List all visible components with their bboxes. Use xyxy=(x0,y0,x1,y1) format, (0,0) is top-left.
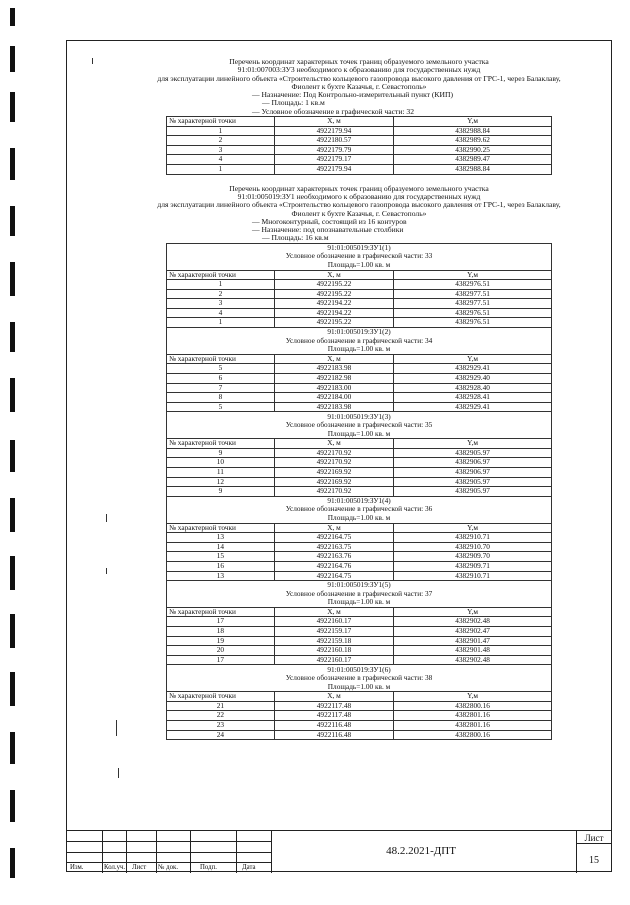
contour-graphic: Условное обозначение в графической части: 34 xyxy=(167,337,552,346)
column-header-x: Х, м xyxy=(274,117,393,127)
title-block xyxy=(66,830,612,872)
table-cell: 4922182.98 xyxy=(274,374,393,384)
table-cell: 4382976.51 xyxy=(394,280,552,290)
table-cell: 4922184.00 xyxy=(274,393,393,403)
column-header-row xyxy=(167,439,552,449)
table-row xyxy=(167,533,552,543)
table-cell: 4922164.76 xyxy=(274,561,393,571)
contour-area: Площадь=1.00 кв. м xyxy=(167,430,552,439)
table-cell: 4922117.48 xyxy=(274,701,393,711)
block-purpose: — Назначение: под опознавательные столбики xyxy=(252,225,404,235)
table-cell: 4382901.48 xyxy=(394,646,552,656)
contour-id: 91:01:005019:ЗУ1(4) xyxy=(167,496,552,505)
table-cell: 13 xyxy=(167,571,275,581)
table-row xyxy=(167,402,552,412)
table-row xyxy=(167,299,552,309)
contour-header-row xyxy=(167,261,552,270)
table-row xyxy=(167,318,552,328)
column-header: № характерной точки xyxy=(167,523,275,533)
table-cell: 16 xyxy=(167,561,275,571)
table-cell: 9 xyxy=(167,448,275,458)
column-header: Х, м xyxy=(274,354,393,364)
table-row xyxy=(167,477,552,487)
column-header: Х, м xyxy=(274,439,393,449)
table-row xyxy=(167,374,552,384)
block-object-line: для эксплуатации линейного объекта «Строительство кольцевого газопровода высокого давления от ГРС-1, через Балаклаву, xyxy=(157,200,561,210)
block-parcel-line: 91:01:007003:ЗУ3 необходимого к образованию для государственных нужд xyxy=(237,65,481,75)
table-row xyxy=(167,448,552,458)
table-cell: 4922159.18 xyxy=(274,636,393,646)
table-cell: 4382902.48 xyxy=(394,655,552,665)
table-cell: 13 xyxy=(167,533,275,543)
sheet-label: Лист xyxy=(584,833,604,843)
block-graphic-label: — Условное обозначение в графической части: 32 xyxy=(252,106,415,116)
column-header-y: Y,м xyxy=(394,117,552,127)
table-cell: 4382929.41 xyxy=(394,402,552,412)
table-cell: 4382801.16 xyxy=(394,721,552,731)
contour-graphic: Условное обозначение в графической части: 37 xyxy=(167,590,552,599)
table-cell: 4382977.51 xyxy=(394,289,552,299)
contour-graphic: Условное обозначение в графической части: 33 xyxy=(167,252,552,261)
table-cell: 4382800.16 xyxy=(394,730,552,740)
contour-area: Площадь=1.00 кв. м xyxy=(167,261,552,270)
table-cell: 4922170.92 xyxy=(274,487,393,497)
contour-graphic: Условное обозначение в графической части: 35 xyxy=(167,421,552,430)
table-cell: 4382909.70 xyxy=(394,552,552,562)
table-cell: 4382801.16 xyxy=(394,711,552,721)
table-cell: 18 xyxy=(167,627,275,637)
table-cell: 4382905.97 xyxy=(394,487,552,497)
table-row xyxy=(167,646,552,656)
column-header: Х, м xyxy=(274,692,393,702)
block-title: Перечень координат характерных точек границ образуемого земельного участка xyxy=(229,57,489,66)
table-row xyxy=(167,655,552,665)
column-header: Х, м xyxy=(274,607,393,617)
column-header: № характерной точки xyxy=(167,439,275,449)
column-header: Y,м xyxy=(394,523,552,533)
table-cell: 4382902.47 xyxy=(394,627,552,637)
table-cell: 1 xyxy=(167,318,275,328)
table-cell: 4382905.97 xyxy=(394,448,552,458)
table-cell: 4922169.92 xyxy=(274,477,393,487)
table-cell: 4382910.71 xyxy=(394,571,552,581)
table-cell: 24 xyxy=(167,730,275,740)
contour-area: Площадь=1.00 кв. м xyxy=(167,514,552,523)
table-cell: 4382910.70 xyxy=(394,542,552,552)
table-cell: 4382928.41 xyxy=(394,393,552,403)
table-cell: 21 xyxy=(167,701,275,711)
table-cell: 7 xyxy=(167,383,275,393)
column-header-row xyxy=(167,354,552,364)
table-cell: 4922163.76 xyxy=(274,552,393,562)
table-row: 2 4922180.57 4382989.62 xyxy=(167,136,552,146)
table-cell: 20 xyxy=(167,646,275,656)
block-purpose: — Назначение: Под Контрольно-измерительный пункт (КИП) xyxy=(252,90,453,100)
table-row xyxy=(167,701,552,711)
table-cell: 4382910.71 xyxy=(394,533,552,543)
table-cell: 4922164.75 xyxy=(274,571,393,581)
table-row xyxy=(167,393,552,403)
table-cell: 4922163.75 xyxy=(274,542,393,552)
table-cell: 4922170.92 xyxy=(274,448,393,458)
table-row xyxy=(167,617,552,627)
stamp-label-sheet: Лист xyxy=(132,864,147,871)
table-cell: 4922160.17 xyxy=(274,617,393,627)
table-cell: 4922194.22 xyxy=(274,299,393,309)
table-row xyxy=(167,542,552,552)
table-cell: 4382976.51 xyxy=(394,318,552,328)
contour-graphic: Условное обозначение в графической части: 38 xyxy=(167,674,552,683)
contour-id: 91:01:005019:ЗУ1(2) xyxy=(167,328,552,337)
table-cell: 4922195.22 xyxy=(274,289,393,299)
table-row: 1 4922179.94 4382988.84 xyxy=(167,126,552,136)
table-row xyxy=(167,289,552,299)
contours-table xyxy=(166,243,552,740)
table-cell: 4382902.48 xyxy=(394,617,552,627)
column-header: № характерной точки xyxy=(167,692,275,702)
stamp-label-docnum: № док. xyxy=(158,864,179,871)
column-header: Y,м xyxy=(394,270,552,280)
contour-area: Площадь=1.00 кв. м xyxy=(167,683,552,692)
block-area: — Площадь: 1 кв.м xyxy=(262,98,325,108)
parcel-block-zu1 xyxy=(157,183,561,741)
contour-id: 91:01:005019:ЗУ1(3) xyxy=(167,412,552,421)
table-cell: 4922159.17 xyxy=(274,627,393,637)
stamp-label-change: Изм. xyxy=(70,864,84,871)
column-header: Х, м xyxy=(274,523,393,533)
table-cell: 4922183.00 xyxy=(274,383,393,393)
table-cell: 4922117.48 xyxy=(274,711,393,721)
table-cell: 12 xyxy=(167,477,275,487)
table-cell: 23 xyxy=(167,721,275,731)
table-cell: 4382976.51 xyxy=(394,308,552,318)
column-header-row xyxy=(167,270,552,280)
table-cell: 4 xyxy=(167,308,275,318)
table-cell: 4922116.48 xyxy=(274,730,393,740)
table-cell: 4922116.48 xyxy=(274,721,393,731)
column-header: Y,м xyxy=(394,439,552,449)
document-content xyxy=(157,57,561,740)
table-cell: 19 xyxy=(167,636,275,646)
table-cell: 8 xyxy=(167,393,275,403)
contour-id: 91:01:005019:ЗУ1(5) xyxy=(167,581,552,590)
table-cell: 4922164.75 xyxy=(274,533,393,543)
contour-area: Площадь=1.00 кв. м xyxy=(167,598,552,607)
contour-header-row xyxy=(167,514,552,523)
table-row xyxy=(167,487,552,497)
table-row xyxy=(167,571,552,581)
column-header: Y,м xyxy=(394,692,552,702)
block-multicontour: — Многоконтурный, состоящий из 16 контуров xyxy=(252,216,407,226)
table-cell: 5 xyxy=(167,402,275,412)
table-cell: 4922160.17 xyxy=(274,655,393,665)
block-object-line-2: Фиолент к бухте Казачья, г. Севастополь» xyxy=(291,81,427,91)
block-area: — Площадь: 16 кв.м xyxy=(262,233,329,243)
column-header-row xyxy=(167,607,552,617)
block-parcel-line: 91:01:005019:ЗУ1 необходимого к образованию для государственных нужд xyxy=(237,191,481,201)
table-cell: 4922183.98 xyxy=(274,364,393,374)
table-cell: 4382906.97 xyxy=(394,467,552,477)
contour-id: 91:01:005019:ЗУ1(6) xyxy=(167,665,552,674)
contour-area: Площадь=1.00 кв. м xyxy=(167,345,552,354)
table-cell: 4922195.22 xyxy=(274,280,393,290)
contour-header-row xyxy=(167,345,552,354)
table-row xyxy=(167,561,552,571)
block-title: Перечень координат характерных точек границ образуемого земельного участка xyxy=(229,183,489,193)
column-header: Y,м xyxy=(394,607,552,617)
table-cell: 22 xyxy=(167,711,275,721)
table-cell: 1 xyxy=(167,280,275,290)
parcel-block-zu3 xyxy=(157,57,561,175)
column-header: Х, м xyxy=(274,270,393,280)
table-cell: 4382929.40 xyxy=(394,374,552,384)
contour-graphic: Условное обозначение в графической части: 36 xyxy=(167,505,552,514)
table-cell: 4382977.51 xyxy=(394,299,552,309)
table-row xyxy=(167,730,552,740)
table-cell: 4922169.92 xyxy=(274,467,393,477)
table-cell: 4382905.97 xyxy=(394,477,552,487)
table-cell: 4922194.22 xyxy=(274,308,393,318)
table-row xyxy=(167,552,552,562)
table-row: 3 4922179.79 4382990.25 xyxy=(167,145,552,155)
contour-header-row xyxy=(167,598,552,607)
table-cell: 17 xyxy=(167,617,275,627)
column-header-point: № характерной точки xyxy=(167,117,275,127)
table-row xyxy=(167,308,552,318)
table-row xyxy=(167,627,552,637)
table-cell: 4922183.98 xyxy=(274,402,393,412)
table-cell: 17 xyxy=(167,655,275,665)
table-row xyxy=(167,636,552,646)
table-cell: 6 xyxy=(167,374,275,384)
block-object-line-2: Фиолент к бухте Казачья, г. Севастополь» xyxy=(291,208,427,218)
column-header: № характерной точки xyxy=(167,607,275,617)
stamp-label-count: Кол.уч. xyxy=(104,864,126,871)
document-code: 48.2.2021-ДПТ xyxy=(386,845,456,857)
table-cell: 2 xyxy=(167,289,275,299)
table-cell: 5 xyxy=(167,364,275,374)
table-row xyxy=(167,458,552,468)
column-header: № характерной точки xyxy=(167,354,275,364)
table-cell: 4382909.71 xyxy=(394,561,552,571)
table-cell: 9 xyxy=(167,487,275,497)
contour-id: 91:01:005019:ЗУ1(1) xyxy=(167,243,552,252)
stamp-label-date: Дата xyxy=(242,864,256,871)
table-row xyxy=(167,280,552,290)
block-object-line: для эксплуатации линейного объекта «Строительство кольцевого газопровода высокого давления от ГРС-1, через Балаклаву, xyxy=(157,73,561,83)
table-row: 4 4922179.17 4382989.47 xyxy=(167,155,552,165)
table-cell: 4922195.22 xyxy=(274,318,393,328)
coordinates-table xyxy=(166,116,552,175)
table-cell: 4382929.41 xyxy=(394,364,552,374)
column-header: Y,м xyxy=(394,354,552,364)
table-cell: 10 xyxy=(167,458,275,468)
column-header-row xyxy=(167,523,552,533)
sheet-number: 15 xyxy=(589,855,599,866)
stamp-label-signature: Подп. xyxy=(200,864,217,871)
table-cell: 4922160.18 xyxy=(274,646,393,656)
table-row xyxy=(167,364,552,374)
table-cell: 11 xyxy=(167,467,275,477)
table-row xyxy=(167,383,552,393)
table-cell: 4382928.40 xyxy=(394,383,552,393)
table-cell: 4382800.16 xyxy=(394,701,552,711)
table-cell: 4382901.47 xyxy=(394,636,552,646)
column-header: № характерной точки xyxy=(167,270,275,280)
table-row xyxy=(167,467,552,477)
table-row xyxy=(167,721,552,731)
table-cell: 14 xyxy=(167,542,275,552)
table-cell: 3 xyxy=(167,299,275,309)
table-row: 1 4922179.94 4382988.84 xyxy=(167,165,552,175)
table-cell: 15 xyxy=(167,552,275,562)
table-cell: 4922170.92 xyxy=(274,458,393,468)
column-header-row xyxy=(167,692,552,702)
table-row xyxy=(167,711,552,721)
table-cell: 4382906.97 xyxy=(394,458,552,468)
